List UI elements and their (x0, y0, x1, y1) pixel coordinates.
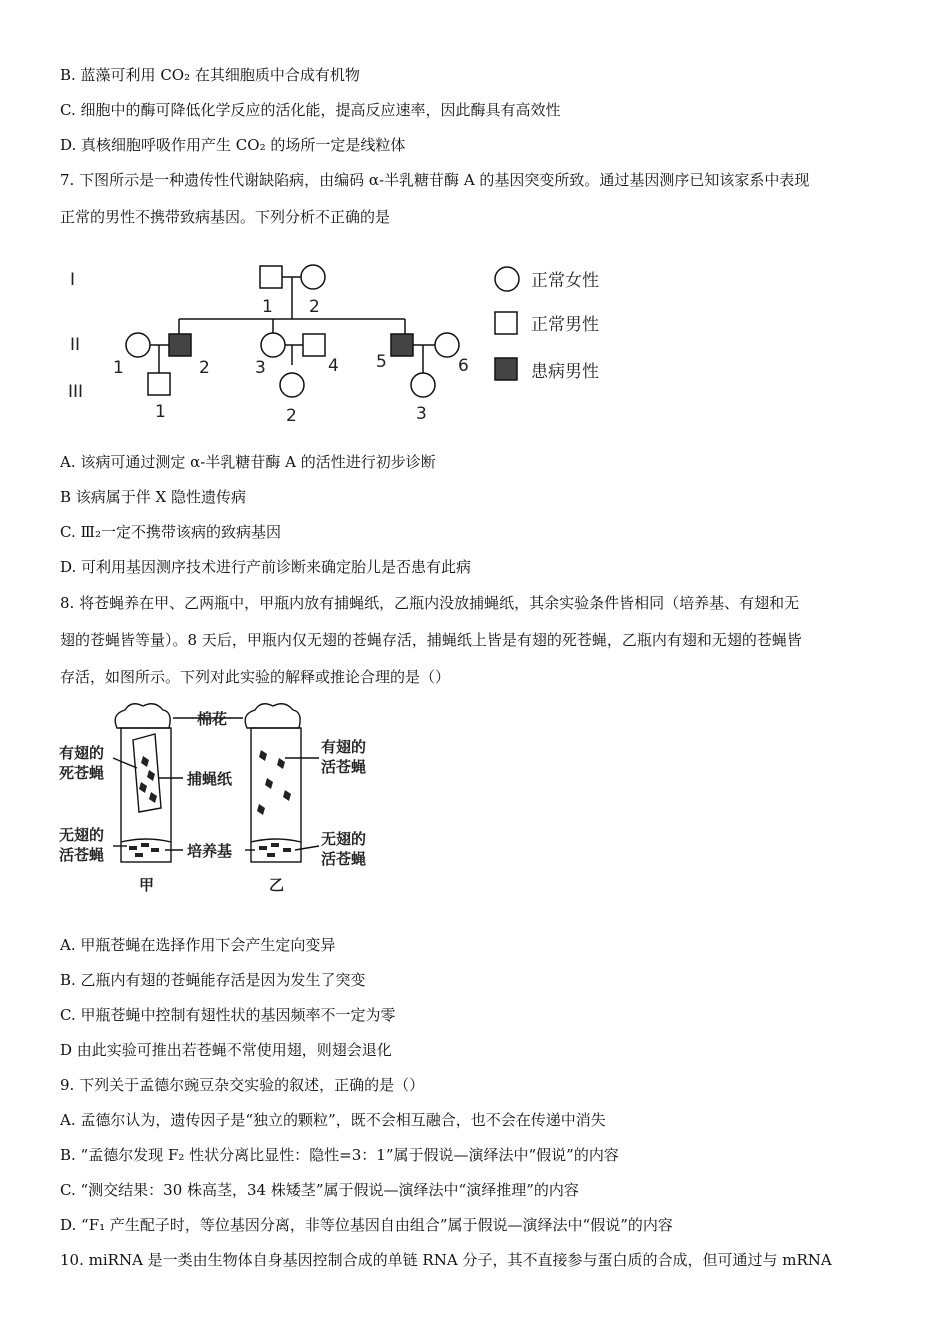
gen-label-i: I (70, 270, 76, 290)
pedigree-ii3-female (261, 333, 285, 357)
svg-text:无翅的: 无翅的 (59, 826, 105, 844)
bottle-b (251, 728, 301, 862)
pedigree-i2-female (301, 265, 325, 289)
label-bottle-a: 甲 (139, 876, 155, 894)
q9-option-a: A. 孟德尔认为，遗传因子是“独立的颗粒”，既不会相互融合，也不会在传递中消失 (60, 1111, 606, 1129)
label-bottle-b: 乙 (269, 876, 285, 894)
q8-stem-line2: 翅的苍蝇皆等量）。8 天后，甲瓶内仅无翅的苍蝇存活，捕蝇纸上皆是有翅的死苍蝇，乙瓶内有翅和无翅的苍蝇皆 (60, 631, 802, 649)
q8-option-d: D 由此实验可推出若苍蝇不常使用翅，则翅会退化 (60, 1041, 392, 1059)
cotton-plug-b (245, 704, 300, 728)
gen-label-iii: III (68, 382, 84, 402)
svg-text:2: 2 (309, 297, 320, 317)
q7-stem-line2: 正常的男性不携带致病基因。下列分析不正确的是 (60, 208, 391, 226)
q8-option-c: C. 甲瓶苍蝇中控制有翅性状的基因频率不一定为零 (60, 1006, 396, 1024)
q9-stem: 9. 下列关于孟德尔豌豆杂交实验的叙述，正确的是（） (60, 1076, 425, 1094)
pedigree-ii4-male (303, 334, 325, 356)
svg-text:3: 3 (416, 404, 427, 424)
svg-text:1: 1 (113, 358, 124, 378)
legend-female-label: 正常女性 (531, 271, 599, 291)
q8-stem-line3: 存活，如图所示。下列对此实验的解释或推论合理的是（） (60, 668, 451, 686)
q7-option-a: A. 该病可通过测定 α-半乳糖苷酶 A 的活性进行初步诊断 (60, 453, 436, 471)
label-flypaper: 捕蝇纸 (187, 770, 233, 788)
q8-stem-line1: 8. 将苍蝇养在甲、乙两瓶中，甲瓶内放有捕蝇纸，乙瓶内没放捕蝇纸，其余实验条件皆相同（培养基、有翅和无 (60, 594, 800, 612)
svg-text:死苍蝇: 死苍蝇 (59, 764, 105, 782)
pedigree-iii1-male (148, 373, 170, 395)
pedigree-ii2-affected-male (169, 334, 191, 356)
q8-option-b: B. 乙瓶内有翅的苍蝇能存活是因为发生了突变 (60, 971, 366, 989)
q9-option-d: D. “F₁ 产生配子时，等位基因分离，非等位基因自由组合”属于假说—演绎法中“假说”的内容 (60, 1216, 673, 1234)
svg-text:有翅的: 有翅的 (321, 738, 367, 756)
pedigree-chart (55, 245, 635, 435)
svg-text:1: 1 (155, 402, 166, 422)
label-cotton: 棉花 (197, 710, 228, 728)
q6-option-b: B. 蓝藻可利用 CO₂ 在其细胞质中合成有机物 (60, 66, 360, 84)
svg-text:6: 6 (458, 356, 469, 376)
q7-stem-line1: 7. 下图所示是一种遗传性代谢缺陷病，由编码 α-半乳糖苷酶 A 的基因突变所致。通过基因测序已知该家系中表现 (60, 171, 810, 189)
svg-text:3: 3 (255, 358, 266, 378)
pedigree-iii3-female (411, 373, 435, 397)
q7-option-d: D. 可利用基因测序技术进行产前诊断来确定胎儿是否患有此病 (60, 558, 472, 576)
q8-option-a: A. 甲瓶苍蝇在选择作用下会产生定向变异 (60, 936, 336, 954)
legend-female-symbol (495, 267, 519, 291)
flypaper-strip (133, 734, 161, 812)
fly-bottle-figure (55, 700, 385, 900)
svg-text:活苍蝇: 活苍蝇 (59, 846, 105, 864)
svg-text:5: 5 (376, 352, 387, 372)
pedigree-iii2-female (280, 373, 304, 397)
pedigree-ii1-female (126, 333, 150, 357)
q7-option-c: C. Ⅲ₂一定不携带该病的致病基因 (60, 523, 281, 541)
svg-text:2: 2 (199, 358, 210, 378)
medium-b (251, 839, 301, 842)
q9-option-c: C. “测交结果：30 株高茎，34 株矮茎”属于假说—演绎法中“演绎推理”的内容 (60, 1181, 579, 1199)
svg-text:有翅的: 有翅的 (59, 744, 105, 762)
legend-male-symbol (495, 312, 517, 334)
gen-label-ii: II (70, 335, 81, 355)
q9-option-b: B. “孟德尔发现 F₂ 性状分离比显性：隐性=3：1”属于假说—演绎法中“假说”的内容 (60, 1146, 619, 1164)
svg-text:2: 2 (286, 406, 297, 426)
pedigree-i1-male (260, 266, 282, 288)
q7-option-b: B 该病属于伴 X 隐性遗传病 (60, 488, 247, 506)
svg-text:1: 1 (262, 297, 273, 317)
legend-affected-label: 患病男性 (531, 362, 599, 382)
label-medium: 培养基 (187, 842, 233, 860)
cotton-plug-a (115, 704, 170, 728)
svg-text:活苍蝇: 活苍蝇 (321, 758, 367, 776)
pedigree-ii6-female (435, 333, 459, 357)
q6-option-c: C. 细胞中的酶可降低化学反应的活化能，提高反应速率，因此酶具有高效性 (60, 101, 561, 119)
svg-text:无翅的: 无翅的 (321, 830, 367, 848)
pedigree-ii5-affected-male (391, 334, 413, 356)
medium-a (121, 839, 171, 842)
legend-male-label: 正常男性 (531, 315, 599, 335)
q10-stem: 10. miRNA 是一类由生物体自身基因控制合成的单链 RNA 分子，其不直接参与蛋白质的合成，但可通过与 mRNA (60, 1251, 832, 1269)
legend-affected-symbol (495, 358, 517, 380)
q6-option-d: D. 真核细胞呼吸作用产生 CO₂ 的场所一定是线粒体 (60, 136, 406, 154)
svg-text:4: 4 (328, 356, 339, 376)
svg-text:活苍蝇: 活苍蝇 (321, 850, 367, 868)
